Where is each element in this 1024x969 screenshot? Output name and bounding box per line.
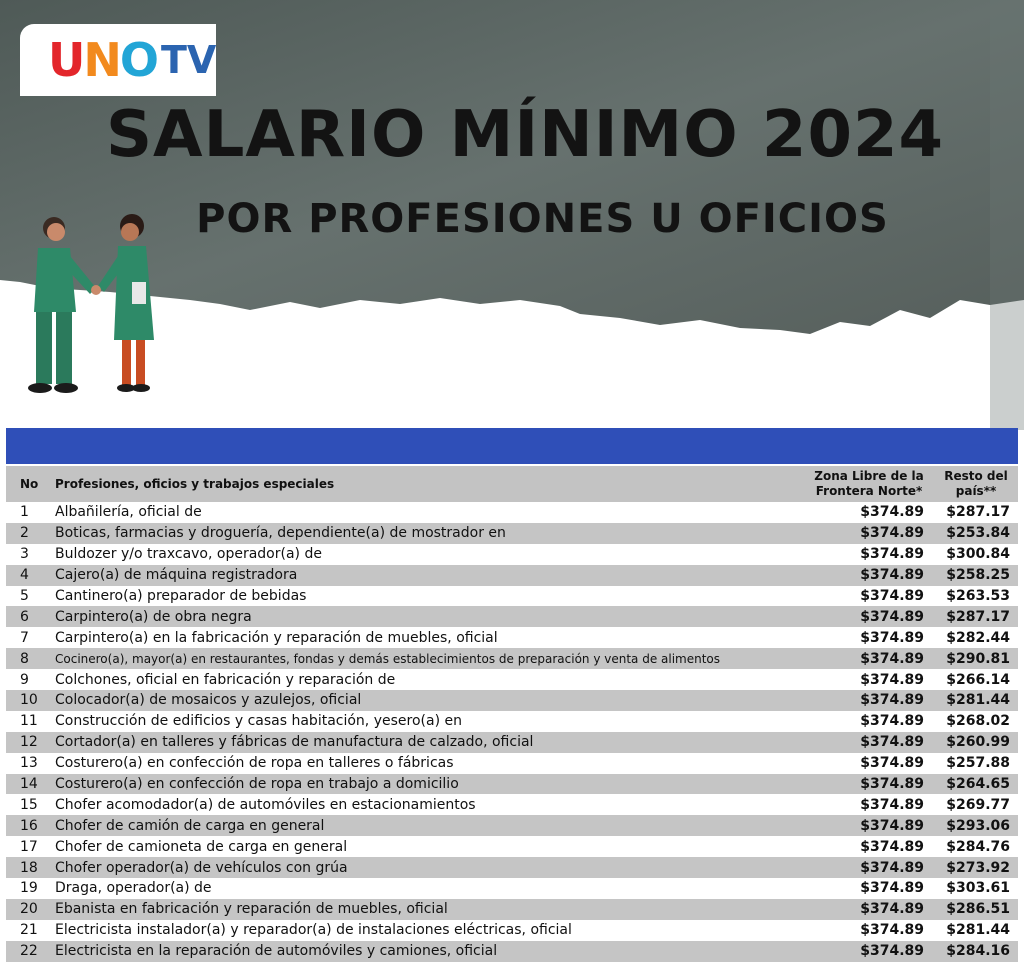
row-name: Cajero(a) de máquina registradora bbox=[55, 567, 298, 584]
row-resto-value: $257.88 bbox=[946, 755, 1010, 772]
row-resto-value: $273.92 bbox=[946, 859, 1010, 876]
row-no: 9 bbox=[20, 671, 29, 688]
row-zona-value: $374.89 bbox=[860, 608, 924, 625]
row-zona-value: $374.89 bbox=[860, 817, 924, 834]
table-row bbox=[6, 836, 1018, 857]
row-zona-value: $374.89 bbox=[860, 796, 924, 813]
table-row bbox=[6, 523, 1018, 544]
row-zona-value: $374.89 bbox=[860, 859, 924, 876]
table-row bbox=[6, 586, 1018, 607]
col-header-resto-line1: Resto del bbox=[944, 469, 1008, 483]
row-resto-value: $293.06 bbox=[946, 817, 1010, 834]
row-name: Cocinero(a), mayor(a) en restaurantes, fondas y demás establecimientos de preparación y venta de alimentos bbox=[55, 651, 721, 666]
col-header-no: No bbox=[20, 477, 39, 491]
row-name: Colchones, oficial en fabricación y reparación de bbox=[55, 671, 396, 688]
row-resto-value: $263.53 bbox=[946, 588, 1010, 604]
row-zona-value: $374.89 bbox=[860, 504, 924, 521]
row-zona-value: $374.89 bbox=[860, 901, 924, 918]
row-no: 8 bbox=[20, 650, 29, 667]
row-no: 2 bbox=[20, 525, 29, 542]
row-no: 20 bbox=[20, 901, 38, 918]
table-row bbox=[6, 753, 1018, 774]
row-zona-value: $374.89 bbox=[860, 880, 924, 897]
row-zona-value: $374.89 bbox=[860, 546, 924, 563]
row-resto-value: $266.14 bbox=[946, 671, 1010, 688]
row-name: Costurero(a) en confección de ropa en trabajo a domicilio bbox=[55, 776, 459, 793]
row-resto-value: $282.44 bbox=[946, 629, 1010, 646]
table-row bbox=[6, 627, 1018, 648]
page-subtitle: POR PROFESIONES U OFICIOS bbox=[196, 196, 889, 242]
row-no: 5 bbox=[20, 588, 29, 604]
row-resto-value: $281.44 bbox=[946, 692, 1010, 709]
row-zona-value: $374.89 bbox=[860, 838, 924, 855]
col-header-zona bbox=[804, 469, 934, 499]
row-zona-value: $374.89 bbox=[860, 922, 924, 939]
logo-letter-o: O bbox=[119, 33, 157, 87]
row-name: Carpintero(a) en la fabricación y reparación de muebles, oficial bbox=[55, 629, 498, 646]
accent-bar bbox=[6, 428, 1018, 464]
row-name: Albañilería, oficial de bbox=[55, 504, 202, 521]
row-name: Boticas, farmacias y droguería, dependiente(a) de mostrador en bbox=[55, 525, 506, 542]
row-no: 18 bbox=[20, 859, 38, 876]
handshake-illustration-icon bbox=[14, 212, 174, 402]
row-zona-value: $374.89 bbox=[860, 650, 924, 667]
row-resto-value: $284.16 bbox=[946, 943, 1010, 960]
row-resto-value: $258.25 bbox=[946, 567, 1010, 584]
row-name: Electricista instalador(a) y reparador(a) de instalaciones eléctricas, oficial bbox=[55, 922, 572, 939]
row-no: 4 bbox=[20, 567, 29, 584]
row-resto-value: $287.17 bbox=[946, 608, 1010, 625]
row-zona-value: $374.89 bbox=[860, 755, 924, 772]
table-row bbox=[6, 690, 1018, 711]
row-name: Draga, operador(a) de bbox=[55, 880, 212, 897]
table-row bbox=[6, 815, 1018, 836]
row-name: Carpintero(a) de obra negra bbox=[55, 608, 252, 625]
row-zona-value: $374.89 bbox=[860, 713, 924, 730]
row-resto-value: $286.51 bbox=[946, 901, 1010, 918]
row-name: Buldozer y/o traxcavo, operador(a) de bbox=[55, 546, 322, 563]
table-row bbox=[6, 544, 1018, 565]
row-no: 19 bbox=[20, 880, 38, 897]
salary-table bbox=[6, 466, 1018, 962]
row-name: Electricista en la reparación de automóviles y camiones, oficial bbox=[55, 943, 498, 960]
row-zona-value: $374.89 bbox=[860, 588, 924, 604]
table-header bbox=[6, 466, 1018, 502]
row-resto-value: $300.84 bbox=[946, 546, 1010, 563]
row-no: 3 bbox=[20, 546, 29, 563]
row-resto-value: $269.77 bbox=[946, 796, 1010, 813]
table-row bbox=[6, 606, 1018, 627]
row-name: Chofer de camión de carga en general bbox=[55, 817, 325, 834]
row-name: Chofer operador(a) de vehículos con grúa bbox=[55, 859, 348, 876]
row-no: 12 bbox=[20, 734, 38, 751]
row-name: Construcción de edificios y casas habitación, yesero(a) en bbox=[55, 713, 462, 730]
row-no: 14 bbox=[20, 776, 38, 793]
row-resto-value: $268.02 bbox=[946, 713, 1010, 730]
row-resto-value: $290.81 bbox=[946, 650, 1010, 667]
table-body bbox=[6, 502, 1018, 962]
row-resto-value: $281.44 bbox=[946, 922, 1010, 939]
table-row bbox=[6, 794, 1018, 815]
row-name: Ebanista en fabricación y reparación de muebles, oficial bbox=[55, 901, 448, 918]
table-row bbox=[6, 899, 1018, 920]
table-row bbox=[6, 920, 1018, 941]
row-no: 11 bbox=[20, 713, 38, 730]
row-no: 10 bbox=[20, 692, 38, 709]
row-name: Costurero(a) en confección de ropa en talleres o fábricas bbox=[55, 755, 454, 772]
row-no: 17 bbox=[20, 838, 38, 855]
table-row bbox=[6, 565, 1018, 586]
header-banner bbox=[0, 0, 1024, 430]
row-zona-value: $374.89 bbox=[860, 776, 924, 793]
row-resto-value: $264.65 bbox=[946, 776, 1010, 793]
row-resto-value: $260.99 bbox=[946, 734, 1010, 751]
table-row bbox=[6, 502, 1018, 523]
row-no: 21 bbox=[20, 922, 38, 939]
unotv-logo bbox=[20, 24, 216, 96]
col-header-zona-line2: Frontera Norte* bbox=[815, 484, 923, 498]
row-name: Chofer de camioneta de carga en general bbox=[55, 838, 348, 855]
table-row bbox=[6, 941, 1018, 962]
page-title: SALARIO MÍNIMO 2024 bbox=[105, 98, 945, 172]
row-no: 15 bbox=[20, 796, 38, 813]
row-resto-value: $284.76 bbox=[946, 838, 1010, 855]
table-row bbox=[6, 711, 1018, 732]
row-zona-value: $374.89 bbox=[860, 943, 924, 960]
col-header-name: Profesiones, oficios y trabajos especiales bbox=[55, 477, 335, 491]
row-zona-value: $374.89 bbox=[860, 629, 924, 646]
col-header-zona-line1: Zona Libre de la bbox=[814, 469, 924, 483]
row-no: 16 bbox=[20, 817, 38, 834]
row-zona-value: $374.89 bbox=[860, 671, 924, 688]
table-row bbox=[6, 857, 1018, 878]
table-row bbox=[6, 648, 1018, 669]
col-header-resto-line2: país** bbox=[955, 484, 997, 498]
col-header-resto bbox=[934, 469, 1018, 499]
row-no: 1 bbox=[20, 504, 29, 521]
row-no: 13 bbox=[20, 755, 38, 772]
row-zona-value: $374.89 bbox=[860, 734, 924, 751]
row-name: Colocador(a) de mosaicos y azulejos, oficial bbox=[55, 692, 362, 709]
table-row bbox=[6, 774, 1018, 795]
row-zona-value: $374.89 bbox=[860, 567, 924, 584]
logo-letter-n: N bbox=[83, 33, 120, 87]
row-zona-value: $374.89 bbox=[860, 692, 924, 709]
row-resto-value: $253.84 bbox=[946, 525, 1010, 542]
row-resto-value: $303.61 bbox=[946, 880, 1010, 897]
row-no: 22 bbox=[20, 943, 38, 960]
row-zona-value: $374.89 bbox=[860, 525, 924, 542]
table-row bbox=[6, 878, 1018, 899]
logo-letter-u: U bbox=[48, 33, 84, 87]
row-name: Cortador(a) en talleres y fábricas de manufactura de calzado, oficial bbox=[55, 734, 534, 751]
table-row bbox=[6, 669, 1018, 690]
row-resto-value: $287.17 bbox=[946, 504, 1010, 521]
table-row bbox=[6, 732, 1018, 753]
row-no: 7 bbox=[20, 629, 29, 646]
row-name: Cantinero(a) preparador de bebidas bbox=[55, 588, 307, 604]
logo-tv: TV bbox=[160, 38, 217, 82]
row-name: Chofer acomodador(a) de automóviles en estacionamientos bbox=[55, 796, 476, 813]
row-no: 6 bbox=[20, 608, 29, 625]
